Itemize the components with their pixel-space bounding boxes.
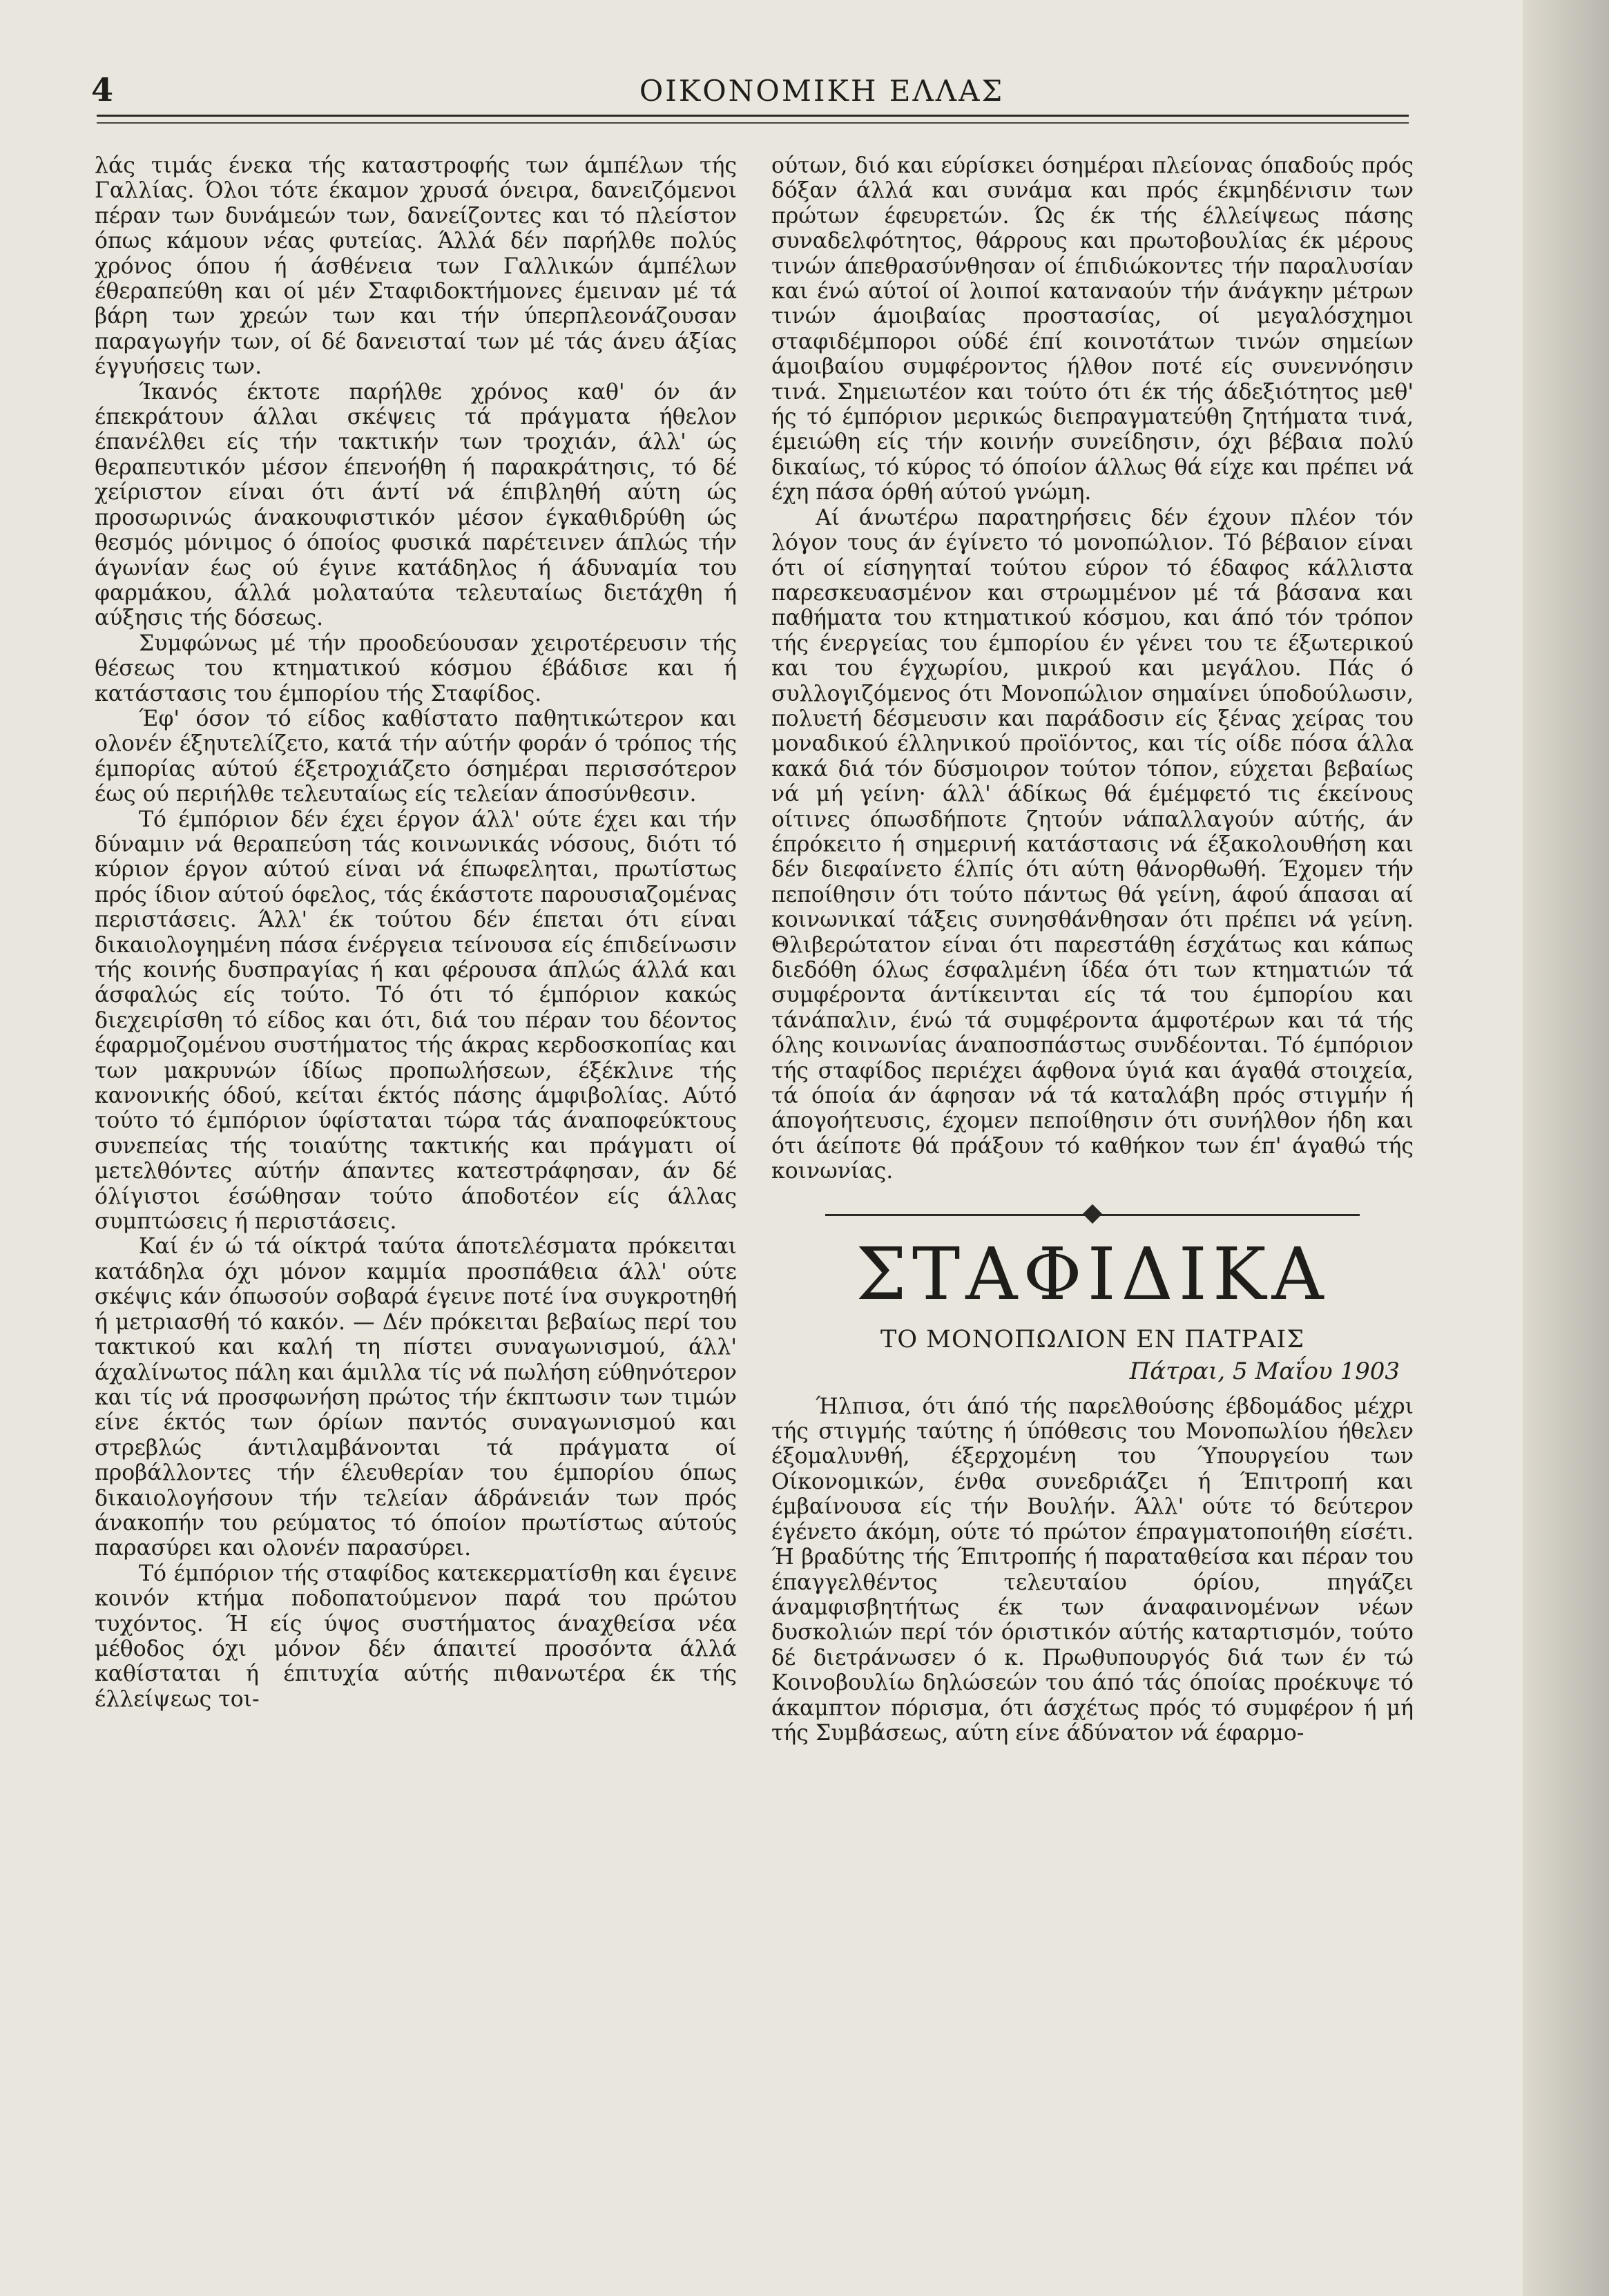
paragraph: Τό έμπόριον δέν έχει έργον άλλ' ούτε έχει και τήν δύναμιν νά θεραπεύση τάς κοινωνικάς νόσους, διότι τό κύριον έργον αύτού είναι νά έπωφεληται, πρωτίστως πρός ίδιον αύτού όφελος, τάς έκάστοτε παρουσιαζομένας περιστάσεις. Άλλ' έκ τούτου δέν έπεται ότι είναι δικαιολογημένη πάσα ένέργεια τείνουσα είς έπιδείνωσιν τής κοινής δυσπραγίας ή και φέρουσα άπλώς άλλά και άσφαλώς είς τούτο. Τό ότι τό έμπόριον κακώς διεχειρίσθη τό είδος και ότι, διά του πέραν του δέοντος έφαρμοζομένου συστήματος τής άκρας κερδοσκοπίας και των μακρυνών ίδίως προπωλήσεων, έξέκλινε τής κανονικής όδού, κείται έκτός πάσης άμφιβολίας. Αύτό τούτο τό έμπόριον ύφίσταται τώρα τάς άναποφεύκτους συνεπείας τής τοιαύτης τακτικής και πράγματι οί μετελθόντες αύτήν άπαντες κατεστράφησαν, άν δέ όλίγιστοι έσώθησαν τούτο άποδοτέον είς άλλας συμπτώσεις ή περιστάσεις. [95, 807, 737, 1235]
header-rule [97, 115, 1409, 117]
paragraph: Καί έν ώ τά οίκτρά ταύτα άποτελέσματα πρόκειται κατάδηλα όχι μόνον καμμία προσπάθεια άλλ' ούτε σκέψις κάν όπωσούν σοβαρά έγεινε ποτέ ίνα συγκροτηθή ή μετριασθή τό κακόν. — Δέν πρόκειται βεβαίως περί του τακτικού και καλή τη πίστει συναγωνισμού, άλλ' άχαλίνωτος πάλη και άμιλλα τίς νά πωλήση εύθηνότερον και τίς νά προσφωνήση πρώτος τήν έκπτωσιν των τιμών είνε έκτός των όρίων παντός συναγωνισμού και στρεβλώς άντιλαμβάνονται τά πράγματα οί προβάλλοντες τήν έλευθερίαν του έμπορίου όπως δικαιολογήσουν τήν τελείαν άδράνειάν των πρός άνακοπήν του ρεύματος τό όποίον πρωτίστως αύτούς παρασύρει και ολονέν παρασύρει. [95, 1234, 737, 1561]
paragraph: ούτων, διό και εύρίσκει όσημέραι πλείονας όπαδούς πρός δόξαν άλλά και συνάμα και πρός έκμηδένισιν των πρώτων έφευρετών. Ώς έκ τής έλλείψεως πάσης συναδελφότητος, θάρρους και πρωτοβουλίας έκ μέρους τινών άπεθρασύνθησαν οί έπιδιώκοντες τήν παραλυσίαν και ένώ αύτοί οί λοιποί καταναούν τήν άνάγκην μέτρων τινών άμοιβαίας προστασίας, οί μεγαλόσχημοι σταφιδέμποροι ούδέ έπί κοινοτάτων τινών σημείων άμοιβαίου συμφέροντος ήλθον ποτέ είς συνεννόησιν τινά. Σημειωτέον και τούτο ότι έκ τής άδεξιότητος μεθ' ής τό έμπόριον μερικώς διεπραγματεύθη ζητήματα τινά, έμειώθη είς τήν κοινήν συνείδησιν, όχι βέβαια πολύ δικαίως, τό κύρος τό όποίον άλλως θά είχε και πρέπει νά έχη πάσα όρθή αύτού γνώμη. [771, 153, 1414, 505]
section-subtitle: ΤΟ ΜΟΝΟΠΩΛΙΟΝ ΕΝ ΠΑΤΡΑΙΣ [880, 1325, 1304, 1353]
paragraph: Ίκανός έκτοτε παρήλθε χρόνος καθ' όν άν έπεκράτουν άλλαι σκέψεις τά πράγματα ήθελον έπανέλθει είς τήν τακτικήν των τροχιάν, άλλ' ώς θεραπευτικόν μέσον έπενοήθη ή παρακράτησις, τό δέ χείριστον είναι ότι άντί νά έπιβληθή αύτη ώς προσωρινώς άνακουφιστικόν μέσον έγκαθιδρύθη ώς θεσμός μόνιμος ό όποίος φυσικά παρέτεινεν άπλώς τήν άγωνίαν έως ού έγινε κατάδηλος ή άδυναμία του φαρμάκου, άλλά μολαταύτα τελευταίως διετάχθη ή αύξησις τής δόσεως. [95, 379, 737, 631]
dateline: Πάτραι, 5 Μαΐου 1903 [1129, 1357, 1400, 1385]
running-head-title: ΟΙΚΟΝΟΜΙΚΗ ΕΛΛΑΣ [639, 74, 1005, 108]
paragraph: Έφ' όσον τό είδος καθίστατο παθητικώτερον και ολονέν έξηυτελίζετο, κατά τήν αύτήν φοράν ό τρόπος τής έμπορίας αύτού έξετροχιάζετο όσημέραι περισσότερον έως ού περιήλθε τελευταίως είς τελείαν άποσύνθεσιν. [95, 706, 737, 807]
header-rule-thin [97, 122, 1409, 124]
section-title: ΣΤΑΦΙΔΙΚΑ [856, 1231, 1329, 1316]
paragraph: Τό έμπόριον τής σταφίδος κατεκερματίσθη και έγεινε κοινόν κτήμα ποδοπατούμενον παρά του πρώτου τυχόντος. Ή είς ύψος συστήματος άναχθείσα νέα μέθοδος όχι μόνον δέν άπαιτεί προσόντα άλλά καθίσταται ή έπιτυχία αύτής πιθανωτέρα έκ τής έλλείψεως τοι- [95, 1561, 737, 1712]
section-divider [771, 1198, 1414, 1231]
right-column [771, 153, 1414, 1746]
page-number: 4 [91, 71, 114, 108]
paragraph: Συμφώνως μέ τήν προοδεύουσαν χειροτέρευσιν τής θέσεως του κτηματικού κόσμου έβάδισε και ή κατάστασις του έμπορίου τής Σταφίδος. [95, 630, 737, 706]
paragraph: Αί άνωτέρω παρατηρήσεις δέν έχουν πλέον τόν λόγον τους άν έγίνετο τό μονοπώλιον. Τό βέβαιον είναι ότι οί είσηγηταί τούτου εύρον τό έδαφος κάλλιστα παρεσκευασμένον και στρωμμένον μέ τά βάσανα και παθήματα του κτηματικού κόσμου, και άπό τόν τρόπον τής ένεργείας του έμπορίου έν γένει του τε έξωτερικού και του έγχωρίου, μικρού και μεγάλου. Πάς ό συλλογιζόμενος ότι Μονοπώλιον σημαίνει ύποδούλωσιν, πολυετή δέσμευσιν και παράδοσιν είς ξένας χείρας του μοναδικού έλληνικού προϊόντος, και τίς οίδε πόσα άλλα κακά διά τόν δύσμοιρον τούτον τόπον, εύχεται βεβαίως νά μή γείνη· άλλ' άδίκως θά έμέμφετό τις έκείνους οίτινες όπωσδήποτε ζητούν νάπαλλαγούν αύτής, άν έπρόκειτο ή σημερινή κατάστασις νά έξακολουθήση και δέν διεφαίνετο έλπίς ότι αύτη θάνορθωθή. Έχομεν τήν πεποίθησιν ότι τούτο πάντως θά γείνη, άφού άπασαι αί κοινωνικαί τάξεις συνησθάνθησαν ότι πρέπει νά γείνη. Θλιβερώτατον είναι ότι παρεστάθη έσχάτως και κάπως διεδόθη όλως έσφαλμένη ίδέα ότι των κτηματιών τά συμφέροντα άντίκεινται είς τά του έμπορίου και τάνάπαλιν, ένώ τά συμφέροντα άμφοτέρων και τά τής όλης κοινωνίας άναποσπάστως συνδέονται. Τό έμπόριον τής σταφίδος περιέχει άφθονα ύγιά και άγαθά στοιχεία, τά όποία άν άφησαν νά τά καταλάβη πρός στιγμήν ή άπογοήτευσις, έχομεν πεποίθησιν ότι συνήλθον ήδη και ότι άείποτε θά πράξουν τό καθήκον των έπ' άγαθώ τής κοινωνίας. [771, 505, 1414, 1184]
paragraph: λάς τιμάς ένεκα τής καταστροφής των άμπέλων τής Γαλλίας. Όλοι τότε έκαμον χρυσά όνειρα, δανειζόμενοι πέραν των δυνάμεών των, δανείζοντες και τό πλείστον όπως κάμουν νέας φυτείας. Άλλά δέν παρήλθε πολύς χρόνος όπου ή άσθένεια των Γαλλικών άμπέλων έθεραπεύθη και οί μέν Σταφιδοκτήμονες έμειναν μέ τά βάρη των χρεών των και τήν ύπερπλεονάζουσαν παραγωγήν των, οί δέ δανεισταί των μέ τάς άνευ άξίας έγγυήσεις των. [95, 153, 737, 380]
divider-ornament [1083, 1204, 1102, 1224]
left-column [95, 153, 737, 1712]
page-edge-shadow [1523, 0, 1609, 2296]
paragraph: Ήλπισα, ότι άπό τής παρελθούσης έβδομάδος μέχρι τής στιγμής ταύτης ή ύπόθεσις του Μονοπωλίου ήθελεν έξομαλυνθή, έξερχομένη του Ύπουργείου των Οίκονομικών, ένθα συνεδριάζει ή Έπιτροπή και έμβαίνουσα είς τήν Βουλήν. Άλλ' ούτε τό δεύτερον έγένετο άκόμη, ούτε τό πρώτον έπραγματοποιήθη είσέτι. Ή βραδύτης τής Έπιτροπής ή παραταθείσα και πέραν του έπαγγελθέντος τελευταίου όρίου, πηγάζει άναμφισβητήτως έκ των άναφαινομένων νέων δυσκολιών περί τόν όριστικόν αύτής καταρτισμόν, τούτο δέ διετράνωσεν ό κ. Πρωθυπουργός διά των έν τώ Κοινοβουλίω δηλώσεών του άπό τάς όποίας προέκυψε τό άκαμπτον πόρισμα, ότι άσχέτως πρός τό συμφέρον ή μή τής Συμβάσεως, αύτη είνε άδύνατον νά έφαρμο- [771, 1393, 1414, 1746]
